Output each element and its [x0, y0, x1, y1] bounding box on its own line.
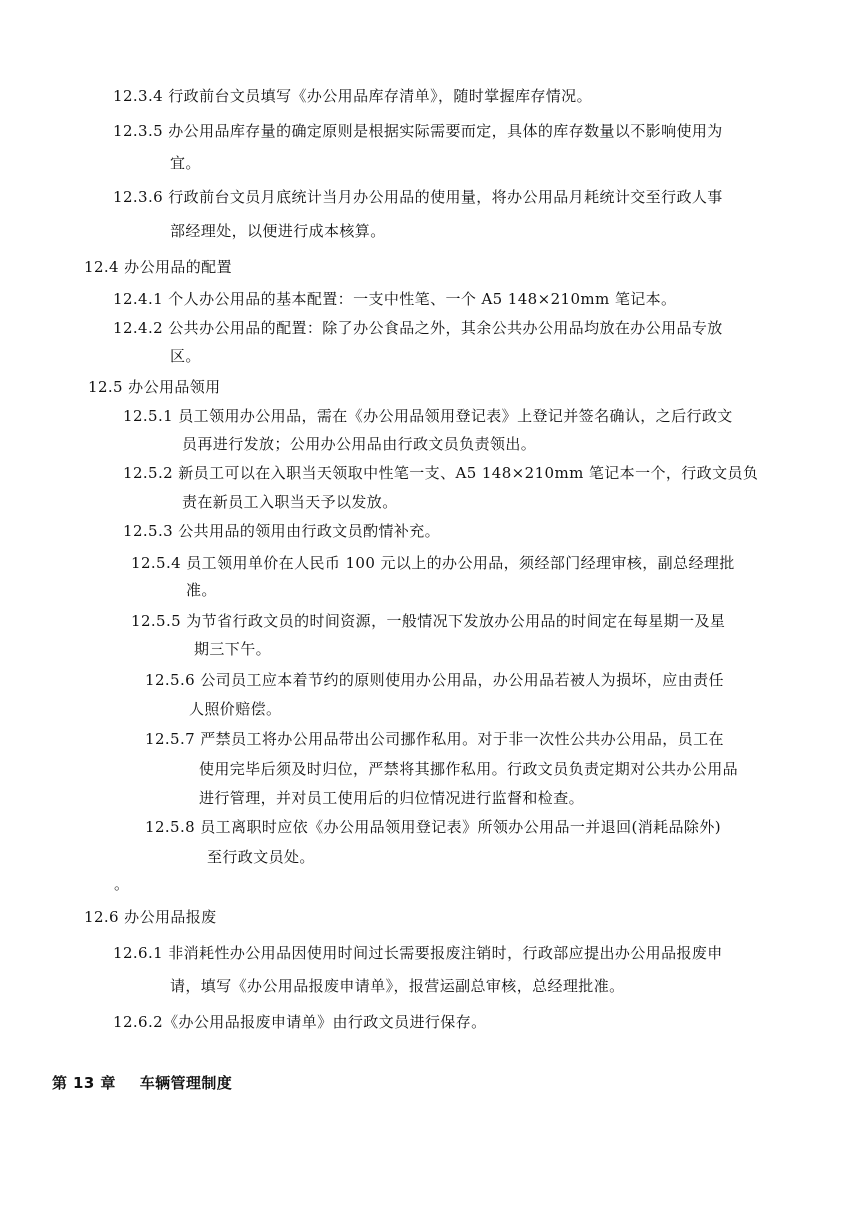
stray-period: 。 [114, 875, 130, 893]
para-12-5-3-line-1: 12.5.3 公共用品的领用由行政文员酌情补充。 [123, 522, 441, 540]
para-12-5-6-line-2: 人照价赔偿。 [189, 700, 282, 718]
para-12-3-4-line-1: 12.3.4 行政前台文员填写《办公用品库存清单》，随时掌握库存情况。 [113, 87, 592, 105]
para-12-4-2-line-2: 区。 [170, 347, 201, 365]
para-12-4-1-line-1: 12.4.1 个人办公用品的基本配置：一支中性笔、一个 A5 148×210mm 笔记本。 [113, 290, 677, 308]
para-12-6-1-line-2: 请，填写《办公用品报废申请单》，报营运副总审核，总经理批准。 [170, 977, 625, 995]
para-12-5-8-line-1: 12.5.8 员工离职时应依《办公用品领用登记表》所领办公用品一并退回(消耗品除外) [145, 818, 721, 836]
heading-12-4: 12.4 办公用品的配置 [84, 258, 232, 276]
para-12-4-2-line-1: 12.4.2 公共办公用品的配置：除了办公食品之外，其余公共办公用品均放在办公用品专放 [113, 319, 723, 337]
para-12-3-6-line-2: 部经理处，以便进行成本核算。 [170, 222, 386, 240]
para-12-5-8-line-2: 至行政文员处。 [207, 848, 315, 866]
para-12-5-1-line-2: 员再进行发放；公用办公用品由行政文员负责领出。 [182, 435, 537, 453]
para-12-5-7-line-1: 12.5.7 严禁员工将办公用品带出公司挪作私用。对于非一次性公共办公用品，员工在 [145, 730, 724, 748]
para-12-5-6-line-1: 12.5.6 公司员工应本着节约的原则使用办公用品，办公用品若被人为损坏，应由责任 [145, 671, 724, 689]
chapter-heading [52, 1073, 232, 1093]
para-12-5-1-line-1: 12.5.1 员工领用办公用品，需在《办公用品领用登记表》上登记并签名确认，之后行政文 [123, 407, 733, 425]
heading-12-6: 12.6 办公用品报废 [84, 908, 217, 926]
para-12-5-2-line-2: 责在新员工入职当天予以发放。 [182, 493, 398, 511]
para-12-5-7-line-3: 进行管理，并对员工使用后的归位情况进行监督和检查。 [199, 789, 585, 807]
para-12-6-1-line-1: 12.6.1 非消耗性办公用品因使用时间过长需要报废注销时，行政部应提出办公用品报废申 [113, 944, 723, 962]
para-12-5-5-line-1: 12.5.5 为节省行政文员的时间资源，一般情况下发放办公用品的时间定在每星期一及星 [131, 612, 726, 630]
para-12-5-4-line-1: 12.5.4 员工领用单价在人民币 100 元以上的办公用品，须经部门经理审核，副总经理批 [131, 554, 735, 572]
para-12-5-4-line-2: 准。 [186, 581, 217, 599]
heading-12-5: 12.5 办公用品领用 [88, 378, 221, 396]
para-12-6-2-line-1: 12.6.2《办公用品报废申请单》由行政文员进行保存。 [113, 1013, 487, 1031]
chapter-title: 车辆管理制度 [139, 1074, 233, 1092]
para-12-3-5-line-2: 宜。 [170, 154, 201, 172]
para-12-5-5-line-2: 期三下午。 [194, 640, 272, 658]
para-12-3-6-line-1: 12.3.6 行政前台文员月底统计当月办公用品的使用量，将办公用品月耗统计交至行政人事 [113, 188, 723, 206]
chapter-number: 第 13 章 [52, 1074, 116, 1092]
para-12-3-5-line-1: 12.3.5 办公用品库存量的确定原则是根据实际需要而定，具体的库存数量以不影响使用为 [113, 122, 723, 140]
para-12-5-7-line-2: 使用完毕后须及时归位，严禁将其挪作私用。行政文员负责定期对公共办公用品 [199, 760, 739, 778]
para-12-5-2-line-1: 12.5.2 新员工可以在入职当天领取中性笔一支、A5 148×210mm 笔记本一个，行政文员负 [123, 464, 759, 482]
